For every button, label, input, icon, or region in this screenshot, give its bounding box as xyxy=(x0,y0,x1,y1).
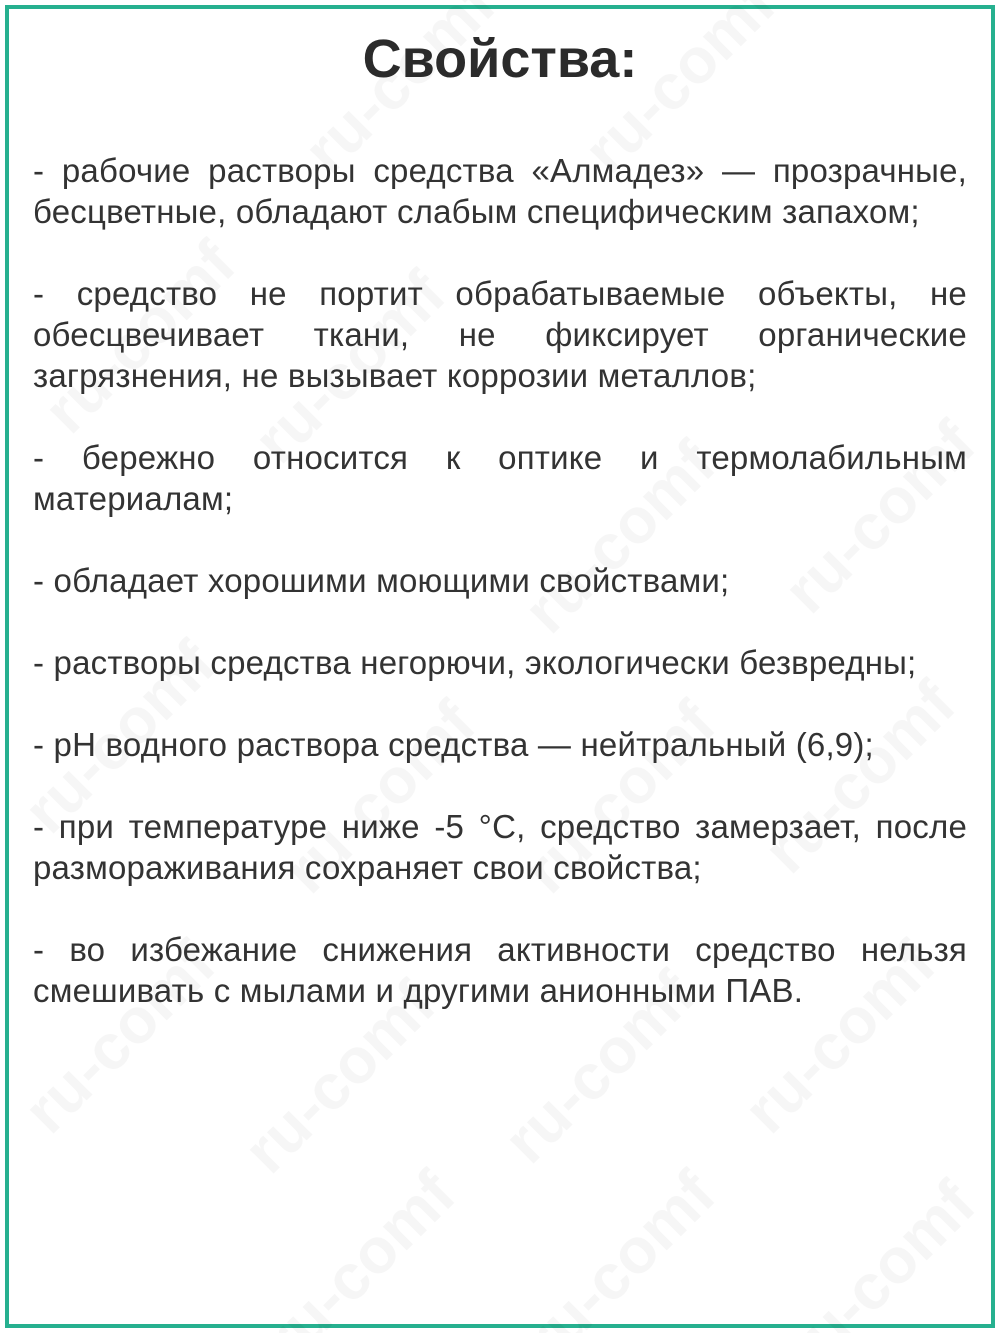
property-item: - бережно относится к оптике и термолабильным материалам; xyxy=(33,439,967,517)
property-item: - pH водного раствора средства — нейтральный (6,9); xyxy=(33,726,874,763)
properties-list xyxy=(33,150,967,1052)
page-title: Свойства: xyxy=(362,29,638,89)
property-item: - средство не портит обрабатываемые объекты, не обесцвечивает ткани, не фиксирует органические загрязнения, не вызывает коррозии металлов; xyxy=(33,275,967,394)
property-item: - при температуре ниже -5 °С, средство замерзает, после размораживания сохраняет свои свойства; xyxy=(33,808,967,886)
property-item: - обладает хорошими моющими свойствами; xyxy=(33,562,730,599)
property-item: - во избежание снижения активности средство нельзя смешивать с мылами и другими анионными ПАВ. xyxy=(33,931,967,1009)
property-item: - рабочие растворы средства «Алмадез» — прозрачные, бесцветные, обладают слабым специфическим запахом; xyxy=(33,152,967,230)
property-item: - растворы средства негорючи, экологически безвредны; xyxy=(33,644,917,681)
